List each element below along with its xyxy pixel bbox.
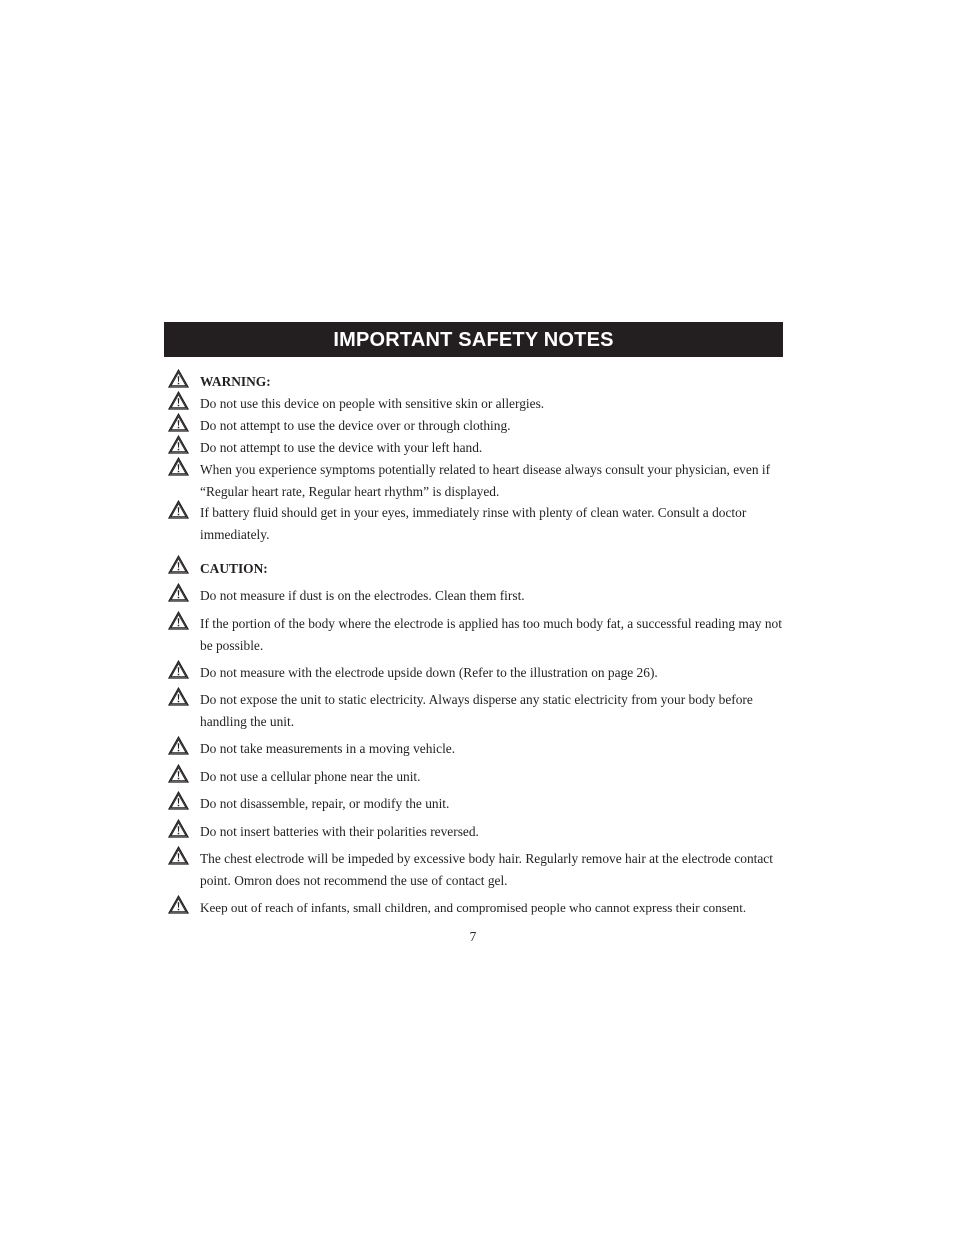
warning-item: Do not use this device on people with sensitive skin or allergies. <box>200 396 545 411</box>
caution-icon <box>168 736 189 755</box>
caution-icon <box>168 583 189 602</box>
caution-icon <box>168 660 189 679</box>
warning-item: Do not attempt to use the device with your left hand. <box>200 440 483 455</box>
warning-icon <box>168 391 189 410</box>
caution-icon <box>168 846 189 865</box>
caution-icon <box>168 611 189 630</box>
caution-icon <box>168 764 189 783</box>
caution-item: Do not take measurements in a moving vehicle. <box>200 741 456 756</box>
warning-icon <box>168 369 189 388</box>
caution-item: The chest electrode will be impeded by excessive body hair. Regularly remove hair at the electrode contact point. Omron does not recommend the use of contact gel. <box>200 851 773 888</box>
caution-item: If the portion of the body where the electrode is applied has too much body fat, a successful reading may not be possible. <box>200 616 782 653</box>
caution-icon <box>168 791 189 810</box>
caution-item: Do not measure with the electrode upside down (Refer to the illustration on page 26). <box>200 665 658 680</box>
caution-item: Do not expose the unit to static electricity. Always disperse any static electricity from your body before handling the unit. <box>200 692 753 729</box>
warning-icon <box>168 457 189 476</box>
warning-heading: WARNING: <box>200 374 271 389</box>
caution-item: Keep out of reach of infants, small children, and compromised people who cannot express their consent. <box>200 900 747 915</box>
warning-item: When you experience symptoms potentially related to heart disease always consult your physician, even if “Regular heart rate, Regular heart rhythm” is displayed. <box>200 462 771 499</box>
warning-item: If battery fluid should get in your eyes, immediately rinse with plenty of clean water. Consult a doctor immediately. <box>200 505 747 542</box>
caution-icon <box>168 555 189 574</box>
caution-icon <box>168 687 189 706</box>
caution-item: Do not insert batteries with their polarities reversed. <box>200 824 479 839</box>
warning-icon <box>168 500 189 519</box>
warning-icon <box>168 435 189 454</box>
warning-item: Do not attempt to use the device over or through clothing. <box>200 418 511 433</box>
caution-icon <box>168 819 189 838</box>
page-number: 7 <box>469 929 477 944</box>
caution-item: Do not use a cellular phone near the unit. <box>200 769 421 784</box>
caution-heading: CAUTION: <box>200 561 268 576</box>
caution-icon <box>168 895 189 914</box>
warning-icon <box>168 413 189 432</box>
page-title: IMPORTANT SAFETY NOTES <box>164 322 783 357</box>
caution-item: Do not disassemble, repair, or modify the unit. <box>200 796 450 811</box>
caution-item: Do not measure if dust is on the electrodes. Clean them first. <box>200 588 525 603</box>
